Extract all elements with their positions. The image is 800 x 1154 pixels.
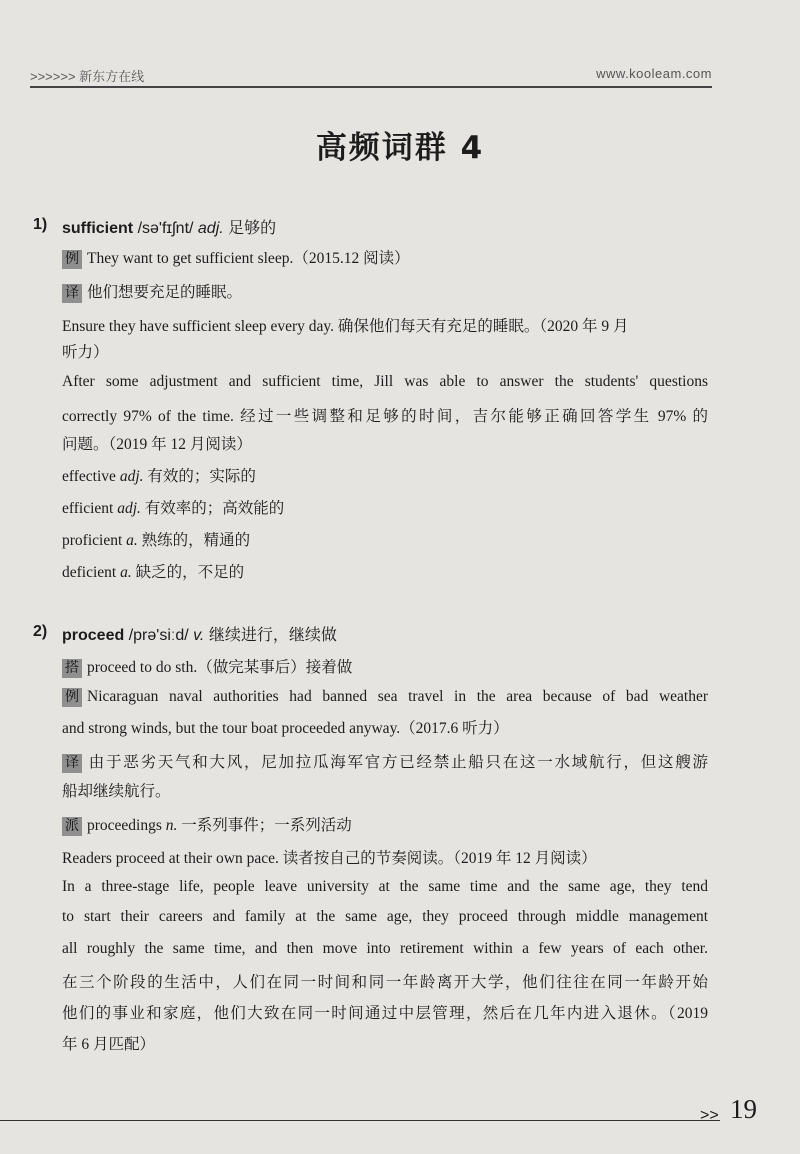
tag-translation: 译 — [62, 284, 82, 303]
sentence-line: correctly 97% of the time. 经过一些调整和足够的时间，吉尔能够正确回答学生 97% 的 — [62, 408, 708, 425]
page-number: 19 — [730, 1094, 757, 1124]
related-word-line — [62, 528, 250, 550]
example-line — [62, 246, 410, 269]
related-word: proficient — [62, 532, 127, 549]
sentence-line: 问题。（2019 年 12 月阅读） — [62, 436, 252, 453]
derivative-word: proceedings — [87, 817, 166, 834]
meaning: 足够的 — [223, 220, 277, 237]
footer-divider — [0, 1120, 720, 1121]
sentence-line: 听力） — [62, 344, 109, 361]
tag-example: 例 — [62, 688, 82, 707]
tag-derivative: 派 — [62, 817, 82, 836]
related-word: effective — [62, 468, 120, 485]
related-word: efficient — [62, 500, 118, 517]
translation-text: 由于恶劣天气和大风，尼加拉瓜海军官方已经禁止船只在这一水域航行，但这艘游 — [87, 754, 708, 771]
example-text: They want to get sufficient sleep.（2015.12 阅读） — [87, 250, 410, 267]
related-word-line — [62, 464, 256, 486]
related-meaning: 缺乏的，不足的 — [131, 564, 245, 581]
translation-line: 船却继续航行。 — [62, 783, 171, 800]
example-line — [62, 688, 708, 707]
page-header — [30, 62, 712, 86]
header-url: www.kooleam.com — [596, 66, 712, 81]
related-meaning: 有效率的；高效能的 — [140, 500, 285, 517]
derivative-line — [62, 813, 352, 836]
sentence-line: After some adjustment and sufficient time, Jill was able to answer the students' questions — [62, 373, 708, 390]
headword-line — [62, 622, 337, 645]
sentence-line: Ensure they have sufficient sleep every day. 确保他们每天有充足的睡眠。（2020 年 9 月 — [62, 318, 629, 335]
example-line: and strong winds, but the tour boat proceeded anyway.（2017.6 听力） — [62, 720, 509, 737]
phonetic: /sə'fɪʃnt/ — [133, 220, 198, 237]
translation-line — [62, 750, 708, 773]
derivative-meaning: 一系列事件；一系列活动 — [177, 817, 352, 834]
sentence-line: Readers proceed at their own pace. 读者按自己的节奏阅读。（2019 年 12 月阅读） — [62, 850, 597, 867]
meaning: 继续进行，继续做 — [204, 627, 337, 644]
translation-line — [62, 280, 242, 303]
related-pos: adj. — [117, 500, 141, 517]
headword: sufficient — [62, 220, 134, 237]
related-meaning: 熟练的，精通的 — [137, 532, 251, 549]
part-of-speech: v. — [193, 627, 205, 644]
example-text: Nicaraguan naval authorities had banned sea travel in the area because of bad weather — [87, 688, 708, 705]
footer-arrows: >> — [700, 1107, 719, 1124]
related-meaning: 有效的；实际的 — [143, 468, 256, 485]
tag-translation: 译 — [62, 754, 82, 773]
headword-line — [62, 215, 276, 238]
derivative-pos: n. — [165, 817, 178, 834]
sentence-line: 年 6 月匹配） — [62, 1036, 156, 1053]
tag-collocation: 搭 — [62, 659, 82, 678]
collocation-text: proceed to do sth.（做完某事后）接着做 — [87, 659, 353, 676]
header-divider — [30, 86, 712, 88]
headword: proceed — [62, 627, 125, 644]
related-pos: a. — [126, 532, 138, 549]
sentence-line: 他们的事业和家庭，他们大致在同一时间通过中层管理，然后在几年内进入退休。（2019 — [62, 1005, 708, 1022]
sentence-line: In a three-stage life, people leave university at the same time and the same age, they tend — [62, 878, 708, 895]
sentence-line: to start their careers and family at the same age, they proceed through middle management — [62, 908, 708, 925]
entry-number: 2) — [33, 623, 48, 640]
related-word: deficient — [62, 564, 121, 581]
page-title: 高频词群 4 — [315, 130, 485, 166]
phonetic: /prə'siːd/ — [124, 627, 194, 644]
related-word-line — [62, 560, 244, 582]
entry-number: 1) — [33, 216, 48, 233]
related-word-line — [62, 496, 284, 518]
sentence-line: 在三个阶段的生活中，人们在同一时间和同一年龄离开大学，他们往往在同一年龄开始 — [62, 974, 708, 991]
collocation-line — [62, 655, 352, 678]
sentence-line: all roughly the same time, and then move into retirement within a few years of each other. — [62, 940, 708, 957]
part-of-speech: adj. — [197, 220, 224, 237]
translation-text: 他们想要充足的睡眠。 — [87, 284, 243, 301]
tag-example: 例 — [62, 250, 82, 269]
header-brand: >>>>>> 新东方在线 — [30, 69, 145, 84]
related-pos: adj. — [119, 468, 144, 485]
related-pos: a. — [120, 564, 132, 581]
